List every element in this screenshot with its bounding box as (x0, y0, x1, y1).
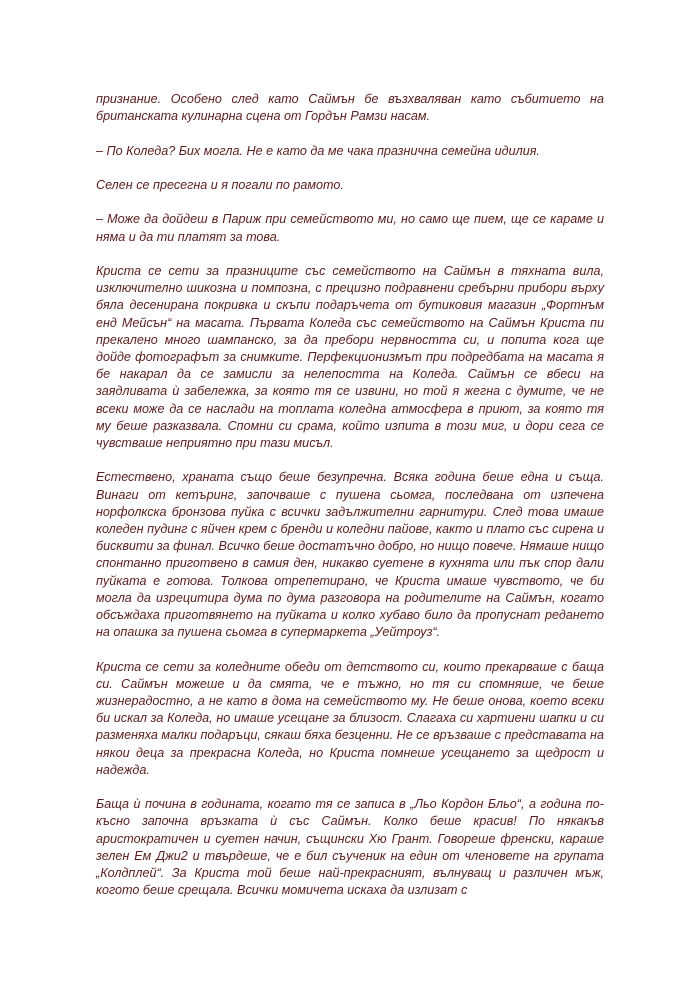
paragraph-8: Баща ѝ почина в годината, когато тя се записа в „Льо Кордон Бльо“, а година по-късно започна връзката ѝ със Саймън. Колко беше красив! По някакъв аристократичен и суетен начин, същински Хю Грант. Говореше френски, караше зелен Ем Джи2 и твърдеше, че е бил съученик на един от членовете на групата „Колдплей“. За Криста той беше най-прекрасният, вълнуващ и различен мъж, когото беше срещала. Всички момичета искаха да излизат с (96, 797, 604, 898)
paragraph-2: – По Коледа? Бих могла. Не е като да ме чака празнична семейна идилия. (96, 143, 540, 158)
paragraph-3: Селен се пресегна и я погали по рамото. (96, 177, 344, 192)
paragraph-6: Естествено, храната също беше безупречна. Всяка година беше една и съща. Винаги от кетъринг, започваше с пушена сьомга, последвана от изпечена норфолкска бронзова пуйка с всички задължителни гарнитури. След това имаше коледен пудинг с яйчен крем с бренди и коледни пайове, както и плато със сирена и бисквити за финал. Всичко беше достатъчно добро, но нищо повече. Нямаше нищо спонтанно приготвено в самия ден, никакво суетене в кухнята или пък спор дали пуйката е готова. Толкова отрепетирано, че Криста имаше чувството, че би могла да изрецитира дума по дума разговора на родителите на Саймън, когато обсъждаха приготвянето на пуйката и колко хубаво било да пропуснат редането на опашка за пушена сьомга в супермаркета „Уейтроуз“. (96, 470, 604, 640)
document-page (96, 91, 604, 899)
paragraph-4: – Може да дойдеш в Париж при семейството ми, но само ще пием, ще се караме и няма и да ти платят за това. (96, 212, 604, 244)
paragraph-5: Криста се сети за празниците със семейството на Саймън в тяхната вила, изключително шикозна и помпозна, с прецизно подравнени сребърни прибори върху бяла десенирана покривка и скъпи подаръчета от бутиковия магазин „Фортнъм енд Мейсън“ на масата. Първата Коледа със семейството на Саймън Криста пи прекалено много шампанско, за да пребори нервността си, и попита кога ще дойде фотографът за снимките. Перфекционизмът при подредбата на масата я бе накарал да се замисли за нелепостта на Коледа. Саймън се вбеси на заядливата ѝ забележка, за която тя се извини, но той я жегна с думите, че не всеки може да се наслади на топлата коледна атмосфера в приют, за която тя му беше разказвала. Спомни си срама, който изпита в този миг, и дори сега се чувстваше неприятно при тази мисъл. (96, 263, 604, 450)
paragraph-7: Криста се сети за коледните обеди от детството си, които прекарваше с баща си. Саймън можеше и да смята, че е тъжно, но тя си спомняше, че беше жизнерадостно, а не като в дома на семейството му. Не беше онова, което всеки би искал за Коледа, но имаше усещане за близост. Слагаха си хартиени шапки и си разменяха малки подаръци, сякаш бяха безценни. Не се връзваше с представата на някои деца за прекрасна Коледа, но Криста помнеше усещането за щедрост и надежда. (96, 659, 604, 777)
paragraph-1: признание. Особено след като Саймън бе възхваляван като събитието на британската кулинарна сцена от Гордън Рамзи насам. (96, 92, 604, 124)
